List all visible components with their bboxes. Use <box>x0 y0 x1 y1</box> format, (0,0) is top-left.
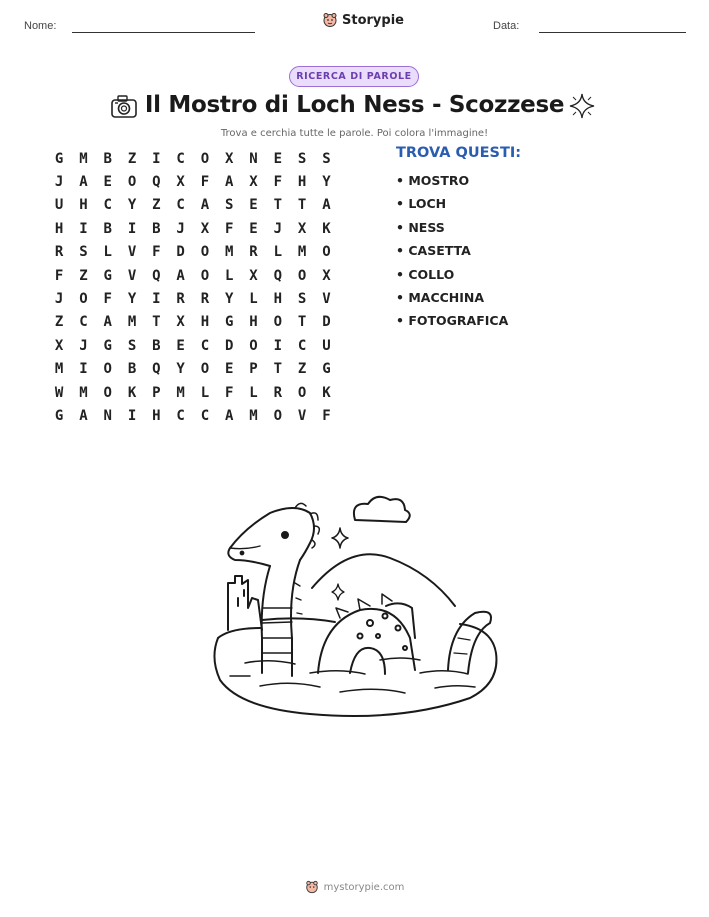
grid-letter[interactable]: M <box>79 384 88 401</box>
grid-letter[interactable]: V <box>322 291 331 308</box>
grid-letter[interactable]: R <box>54 244 64 261</box>
grid-letter[interactable]: G <box>54 150 64 167</box>
grid-letter[interactable]: Q <box>152 267 161 284</box>
grid-letter[interactable]: O <box>249 337 258 354</box>
grid-row <box>47 147 339 170</box>
grid-letter[interactable]: S <box>127 337 137 354</box>
grid-letter[interactable]: O <box>103 361 112 378</box>
grid-row <box>47 404 339 427</box>
grid-letter[interactable]: I <box>79 220 88 237</box>
grid-letter[interactable]: L <box>249 291 258 308</box>
grid-letter[interactable]: Z <box>152 197 161 214</box>
grid-letter[interactable]: C <box>297 337 307 354</box>
grid-letter[interactable]: Z <box>297 361 307 378</box>
grid-letter[interactable]: H <box>79 197 88 214</box>
grid-letter[interactable]: N <box>249 150 258 167</box>
grid-letter[interactable]: A <box>79 407 88 424</box>
word-item: • LOCH <box>396 196 447 212</box>
grid-letter[interactable]: Q <box>152 361 161 378</box>
grid-letter[interactable]: I <box>79 361 88 378</box>
grid-letter[interactable]: A <box>79 174 88 191</box>
grid-letter[interactable]: K <box>322 384 331 401</box>
grid-letter[interactable]: C <box>176 197 185 214</box>
grid-letter[interactable]: L <box>249 384 258 401</box>
grid-letter[interactable]: T <box>152 314 161 331</box>
word-item: • COLLO <box>396 266 455 282</box>
grid-letter[interactable]: M <box>249 407 258 424</box>
grid-letter[interactable]: X <box>249 174 258 191</box>
grid-row <box>47 241 339 264</box>
grid-letter[interactable]: G <box>103 267 112 284</box>
grid-letter[interactable]: C <box>176 407 185 424</box>
grid-letter[interactable]: P <box>152 384 161 401</box>
grid-letter[interactable]: S <box>79 244 88 261</box>
grid-letter[interactable]: U <box>54 197 64 214</box>
grid-letter[interactable]: H <box>200 314 210 331</box>
grid-letter[interactable]: O <box>79 291 88 308</box>
loch-ness-monster-illustration <box>200 488 510 748</box>
grid-letter[interactable]: F <box>152 244 161 261</box>
grid-letter[interactable]: F <box>103 291 112 308</box>
grid-letter[interactable]: F <box>54 267 64 284</box>
grid-letter[interactable]: S <box>225 197 234 214</box>
grid-letter[interactable]: T <box>273 361 283 378</box>
grid-letter[interactable]: V <box>297 407 307 424</box>
grid-letter[interactable]: R <box>249 244 258 261</box>
grid-letter[interactable]: O <box>200 150 210 167</box>
grid-letter[interactable]: K <box>322 220 331 237</box>
grid-letter[interactable]: A <box>200 197 210 214</box>
grid-row <box>47 217 339 240</box>
grid-letter[interactable]: A <box>322 197 331 214</box>
grid-letter[interactable]: E <box>225 361 234 378</box>
grid-letter[interactable]: E <box>176 337 185 354</box>
grid-letter[interactable]: O <box>297 384 307 401</box>
brand-name: Storypie <box>342 12 404 28</box>
grid-letter[interactable]: Y <box>127 291 137 308</box>
grid-letter[interactable]: I <box>152 150 161 167</box>
grid-letter[interactable]: H <box>249 314 258 331</box>
grid-letter[interactable]: D <box>322 314 331 331</box>
word-list <box>396 170 508 334</box>
grid-row <box>47 264 339 287</box>
grid-letter[interactable]: Z <box>54 314 64 331</box>
grid-letter[interactable]: C <box>176 150 185 167</box>
grid-letter[interactable]: O <box>127 174 137 191</box>
grid-letter[interactable]: E <box>249 220 258 237</box>
grid-letter[interactable]: D <box>176 244 185 261</box>
grid-letter[interactable]: I <box>152 291 161 308</box>
grid-letter[interactable]: L <box>103 244 112 261</box>
footer <box>0 880 709 894</box>
grid-letter[interactable]: G <box>103 337 112 354</box>
grid-letter[interactable]: J <box>273 220 283 237</box>
grid-row <box>47 194 339 217</box>
grid-letter[interactable]: O <box>200 361 210 378</box>
instructions: Trova e cerchia tutte le parole. Poi colora l'immagine! <box>220 128 489 139</box>
grid-letter[interactable]: X <box>200 220 210 237</box>
activity-badge: RICERCA DI PAROLE <box>289 66 419 87</box>
grid-letter[interactable]: B <box>103 150 112 167</box>
grid-letter[interactable]: F <box>322 407 331 424</box>
grid-letter[interactable]: E <box>103 174 112 191</box>
grid-letter[interactable]: X <box>297 220 307 237</box>
grid-letter[interactable]: O <box>200 267 210 284</box>
grid-letter[interactable]: A <box>225 174 234 191</box>
hill <box>312 554 455 606</box>
grid-letter[interactable]: T <box>297 314 307 331</box>
grid-letter[interactable]: X <box>176 174 185 191</box>
grid-letter[interactable]: J <box>54 291 64 308</box>
grid-letter[interactable]: B <box>152 220 161 237</box>
grid-letter[interactable]: H <box>297 174 307 191</box>
word-item: • CASETTA <box>396 243 471 259</box>
grid-letter[interactable]: A <box>103 314 112 331</box>
grid-letter[interactable]: M <box>127 314 137 331</box>
grid-row <box>47 170 339 193</box>
word-list-title: TROVA QUESTI: <box>396 145 522 161</box>
grid-letter[interactable]: C <box>200 407 210 424</box>
grid-letter[interactable]: R <box>273 384 283 401</box>
grid-row <box>47 334 339 357</box>
grid-letter[interactable]: B <box>103 220 112 237</box>
grid-letter[interactable]: X <box>54 337 64 354</box>
grid-letter[interactable]: Q <box>152 174 161 191</box>
grid-letter[interactable]: U <box>322 337 331 354</box>
grid-letter[interactable]: B <box>152 337 161 354</box>
grid-letter[interactable]: V <box>127 267 137 284</box>
grid-letter[interactable]: B <box>127 361 137 378</box>
grid-letter[interactable]: J <box>176 220 185 237</box>
date-line[interactable] <box>539 32 686 33</box>
grid-letter[interactable]: E <box>249 197 258 214</box>
monster-head <box>228 508 314 566</box>
grid-letter[interactable]: Z <box>79 267 88 284</box>
grid-letter[interactable]: M <box>176 384 185 401</box>
grid-row <box>47 287 339 310</box>
word-item: • NESS <box>396 219 445 235</box>
sparkle <box>332 528 348 548</box>
grid-letter[interactable]: M <box>297 244 307 261</box>
grid-letter[interactable]: R <box>200 291 210 308</box>
grid-letter[interactable]: X <box>322 267 331 284</box>
grid-row <box>47 311 339 334</box>
grid-letter[interactable]: L <box>273 244 283 261</box>
grid-letter[interactable]: L <box>200 384 210 401</box>
sparkle-icon <box>568 92 596 120</box>
grid-letter[interactable]: O <box>297 267 307 284</box>
grid-letter[interactable]: O <box>200 244 210 261</box>
grid-letter[interactable]: F <box>200 174 210 191</box>
grid-letter[interactable]: R <box>176 291 185 308</box>
grid-letter[interactable]: T <box>273 197 283 214</box>
grid-letter[interactable]: G <box>322 361 331 378</box>
grid-letter[interactable]: Q <box>273 267 283 284</box>
grid-letter[interactable]: I <box>273 337 283 354</box>
grid-row <box>47 358 339 381</box>
grid-letter[interactable]: J <box>79 337 88 354</box>
grid-letter[interactable]: O <box>273 314 283 331</box>
grid-letter[interactable]: I <box>127 407 137 424</box>
grid-letter[interactable]: J <box>54 174 64 191</box>
name-line[interactable] <box>72 32 255 33</box>
word-search-grid <box>47 147 339 428</box>
cloud <box>354 497 410 522</box>
grid-letter[interactable]: F <box>225 220 234 237</box>
grid-letter[interactable]: A <box>176 267 185 284</box>
brand-logo <box>322 12 404 28</box>
grid-letter[interactable]: O <box>322 244 331 261</box>
grid-letter[interactable]: Y <box>127 197 137 214</box>
grid-letter[interactable]: Y <box>322 174 331 191</box>
grid-letter[interactable]: M <box>54 361 64 378</box>
grid-letter[interactable]: Z <box>127 150 137 167</box>
grid-letter[interactable]: O <box>103 384 112 401</box>
grid-letter[interactable]: S <box>297 291 307 308</box>
storypie-mascot-icon <box>305 880 319 894</box>
grid-letter[interactable]: C <box>79 314 88 331</box>
sparkle <box>332 584 344 600</box>
footer-url[interactable]: mystorypie.com <box>323 881 405 893</box>
grid-row <box>47 381 339 404</box>
castle-ruins <box>228 576 262 630</box>
grid-letter[interactable]: T <box>297 197 307 214</box>
monster-body <box>318 609 415 673</box>
monster-tail <box>448 612 491 673</box>
word-item: • FOTOGRAFICA <box>396 313 509 329</box>
grid-letter[interactable]: H <box>152 407 161 424</box>
grid-letter[interactable]: C <box>200 337 210 354</box>
word-item: • MOSTRO <box>396 173 470 188</box>
grid-letter[interactable]: K <box>127 384 137 401</box>
grid-letter[interactable]: H <box>273 291 283 308</box>
grid-letter[interactable]: S <box>322 150 331 167</box>
name-label: Nome: <box>24 20 57 32</box>
grid-letter[interactable]: A <box>225 407 234 424</box>
grid-letter[interactable]: X <box>225 150 234 167</box>
grid-letter[interactable]: Y <box>176 361 185 378</box>
grid-letter[interactable]: F <box>225 384 234 401</box>
grid-letter[interactable]: V <box>127 244 137 261</box>
storypie-mascot-icon <box>322 12 338 28</box>
grid-letter[interactable]: M <box>79 150 88 167</box>
date-label: Data: <box>493 20 520 32</box>
grid-letter[interactable]: H <box>54 220 64 237</box>
grid-letter[interactable]: W <box>54 384 64 401</box>
grid-letter[interactable]: N <box>103 407 112 424</box>
grid-letter[interactable]: L <box>225 267 234 284</box>
grid-letter[interactable]: F <box>273 174 283 191</box>
grid-letter[interactable]: Y <box>225 291 234 308</box>
grid-letter[interactable]: D <box>225 337 234 354</box>
grid-letter[interactable]: G <box>54 407 64 424</box>
grid-letter[interactable]: X <box>249 267 258 284</box>
grid-letter[interactable]: O <box>273 407 283 424</box>
grid-letter[interactable]: M <box>225 244 234 261</box>
grid-letter[interactable]: C <box>103 197 112 214</box>
page-title: Il Mostro di Loch Ness - Scozzese <box>144 92 565 118</box>
grid-letter[interactable]: S <box>297 150 307 167</box>
grid-letter[interactable]: P <box>249 361 258 378</box>
grid-letter[interactable]: I <box>127 220 137 237</box>
grid-letter[interactable]: G <box>225 314 234 331</box>
grid-letter[interactable]: E <box>273 150 283 167</box>
grid-letter[interactable]: X <box>176 314 185 331</box>
word-item: • MACCHINA <box>396 289 485 305</box>
